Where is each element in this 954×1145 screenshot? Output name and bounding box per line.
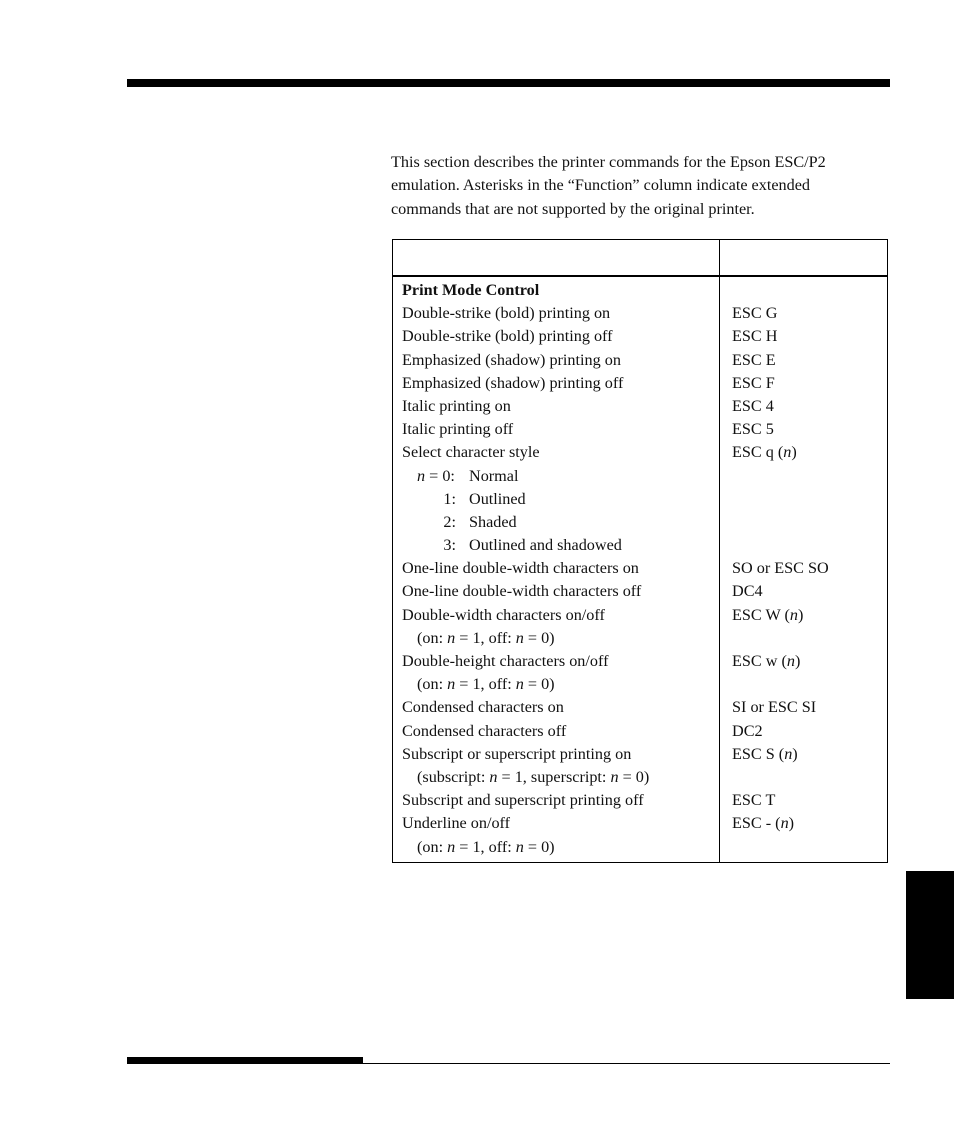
- section-row: [393, 279, 887, 302]
- table-row: [393, 836, 887, 859]
- parameter-note: [417, 836, 555, 859]
- function-cell: One-line double-width characters on: [402, 559, 639, 578]
- command-cell: [732, 604, 803, 627]
- command-text: ): [794, 652, 801, 670]
- footer-rule-thin: [363, 1063, 890, 1064]
- table-row: [393, 673, 887, 696]
- function-cell: Select character style: [402, 443, 540, 462]
- intro-paragraph: [391, 151, 881, 221]
- option-number: [417, 465, 456, 488]
- table-row: [393, 766, 887, 789]
- function-cell: One-line double-width characters off: [402, 582, 642, 601]
- function-cell: Subscript or superscript printing on: [402, 744, 632, 763]
- note-text: = 0): [618, 767, 650, 786]
- note-text: (subscript:: [417, 767, 490, 786]
- table-row: [393, 743, 887, 766]
- note-text: = 0): [523, 675, 555, 694]
- note-text: (on:: [417, 837, 448, 856]
- command-param: n: [786, 652, 795, 670]
- command-cell: [732, 743, 798, 766]
- table-row: [393, 511, 887, 534]
- command-cell: ESC F: [732, 373, 775, 392]
- command-cell: ESC 5: [732, 420, 774, 439]
- table-row: [393, 441, 887, 464]
- table-row: [393, 557, 887, 580]
- option-number: 1:: [443, 489, 456, 508]
- option-number: 2:: [443, 512, 456, 531]
- note-text: = 0): [523, 837, 555, 856]
- note-param: n: [489, 767, 498, 786]
- command-cell: DC2: [732, 721, 763, 740]
- function-cell: Double-height characters on/off: [402, 652, 609, 670]
- table-row: [393, 604, 887, 627]
- table-row: [393, 580, 887, 603]
- command-cell: SO or ESC SO: [732, 559, 829, 578]
- table-row: [393, 789, 887, 812]
- command-text: ESC - (: [732, 814, 781, 833]
- note-param: n: [515, 837, 524, 856]
- section-title: Print Mode Control: [402, 281, 540, 299]
- command-cell: ESC 4: [732, 396, 774, 415]
- command-cell: [732, 812, 794, 835]
- function-cell: Emphasized (shadow) printing on: [402, 350, 621, 369]
- option-label: Outlined: [469, 489, 526, 508]
- note-param: n: [515, 628, 524, 647]
- command-text: ESC W (: [732, 605, 790, 624]
- table-row: [393, 627, 887, 650]
- table-row: [393, 696, 887, 719]
- command-text: ESC w (: [732, 652, 787, 670]
- command-cell: ESC E: [732, 350, 776, 369]
- function-cell: Condensed characters on: [402, 698, 564, 717]
- command-param: n: [780, 814, 789, 833]
- command-cell: DC4: [732, 582, 763, 601]
- table-row: [393, 349, 887, 372]
- function-cell: Double-strike (bold) printing on: [402, 304, 611, 323]
- note-text: = 0): [523, 628, 555, 647]
- note-param: n: [447, 837, 456, 856]
- table-row: [393, 465, 887, 488]
- intro-line: This section describes the printer commands for the Epson ESC/P2: [391, 153, 826, 171]
- command-param: n: [783, 443, 792, 462]
- function-cell: Subscript and superscript printing off: [402, 791, 644, 810]
- table-row: [393, 534, 887, 557]
- footer-rule-thick: [127, 1057, 363, 1064]
- function-cell: Underline on/off: [402, 814, 511, 833]
- command-text: ): [797, 605, 804, 624]
- table-body: [393, 279, 887, 859]
- command-param: n: [784, 744, 793, 763]
- note-param: n: [515, 675, 524, 694]
- table-row: [393, 812, 887, 835]
- command-text: ESC S (: [732, 744, 785, 763]
- command-text: ESC q (: [732, 443, 784, 462]
- command-param: n: [789, 605, 798, 624]
- command-text: ): [792, 744, 798, 763]
- option-label: Normal: [469, 466, 519, 485]
- command-cell: [732, 650, 800, 673]
- option-number: 3:: [443, 536, 456, 555]
- note-text: (on:: [417, 675, 448, 694]
- command-cell: ESC G: [732, 304, 778, 323]
- command-cell: SI or ESC SI: [732, 698, 817, 717]
- parameter-note: [417, 766, 649, 789]
- option-label: Outlined and shadowed: [469, 536, 622, 555]
- command-cell: ESC H: [732, 327, 778, 346]
- table-row: [393, 488, 887, 511]
- table-row: [393, 418, 887, 441]
- function-cell: Double-strike (bold) printing off: [402, 327, 613, 346]
- command-cell: ESC T: [732, 791, 776, 810]
- note-text: (on:: [417, 628, 448, 647]
- function-cell: Condensed characters off: [402, 721, 567, 740]
- intro-line: commands that are not supported by the original printer.: [391, 199, 755, 218]
- note-param: n: [447, 628, 456, 647]
- table-row: [393, 302, 887, 325]
- function-cell: Italic printing off: [402, 420, 514, 439]
- side-thumb-tab: [906, 871, 954, 999]
- command-text: ): [788, 814, 795, 833]
- parameter-note: [417, 627, 555, 650]
- intro-line: emulation. Asterisks in the “Function” column indicate extended: [391, 176, 810, 195]
- top-rule: [127, 79, 890, 87]
- table-header: [393, 240, 887, 277]
- function-cell: Emphasized (shadow) printing off: [402, 373, 624, 392]
- table-row: [393, 650, 887, 673]
- table-row: [393, 395, 887, 418]
- function-cell: Italic printing on: [402, 396, 511, 415]
- parameter-note: [417, 673, 555, 696]
- note-text: = 1, off:: [455, 837, 516, 856]
- option-equals: = 0:: [425, 466, 455, 485]
- command-text: ): [791, 443, 797, 462]
- table-row: [393, 720, 887, 743]
- command-table: [392, 239, 888, 863]
- function-cell: Double-width characters on/off: [402, 605, 605, 624]
- table-row: [393, 372, 887, 395]
- note-text: = 1, off:: [455, 628, 516, 647]
- note-text: = 1, superscript:: [497, 767, 611, 786]
- table-row: [393, 325, 887, 348]
- note-param: n: [610, 767, 619, 786]
- option-param: n: [417, 466, 426, 485]
- command-cell: [732, 441, 797, 464]
- note-param: n: [447, 675, 456, 694]
- option-label: Shaded: [469, 512, 517, 531]
- note-text: = 1, off:: [455, 675, 516, 694]
